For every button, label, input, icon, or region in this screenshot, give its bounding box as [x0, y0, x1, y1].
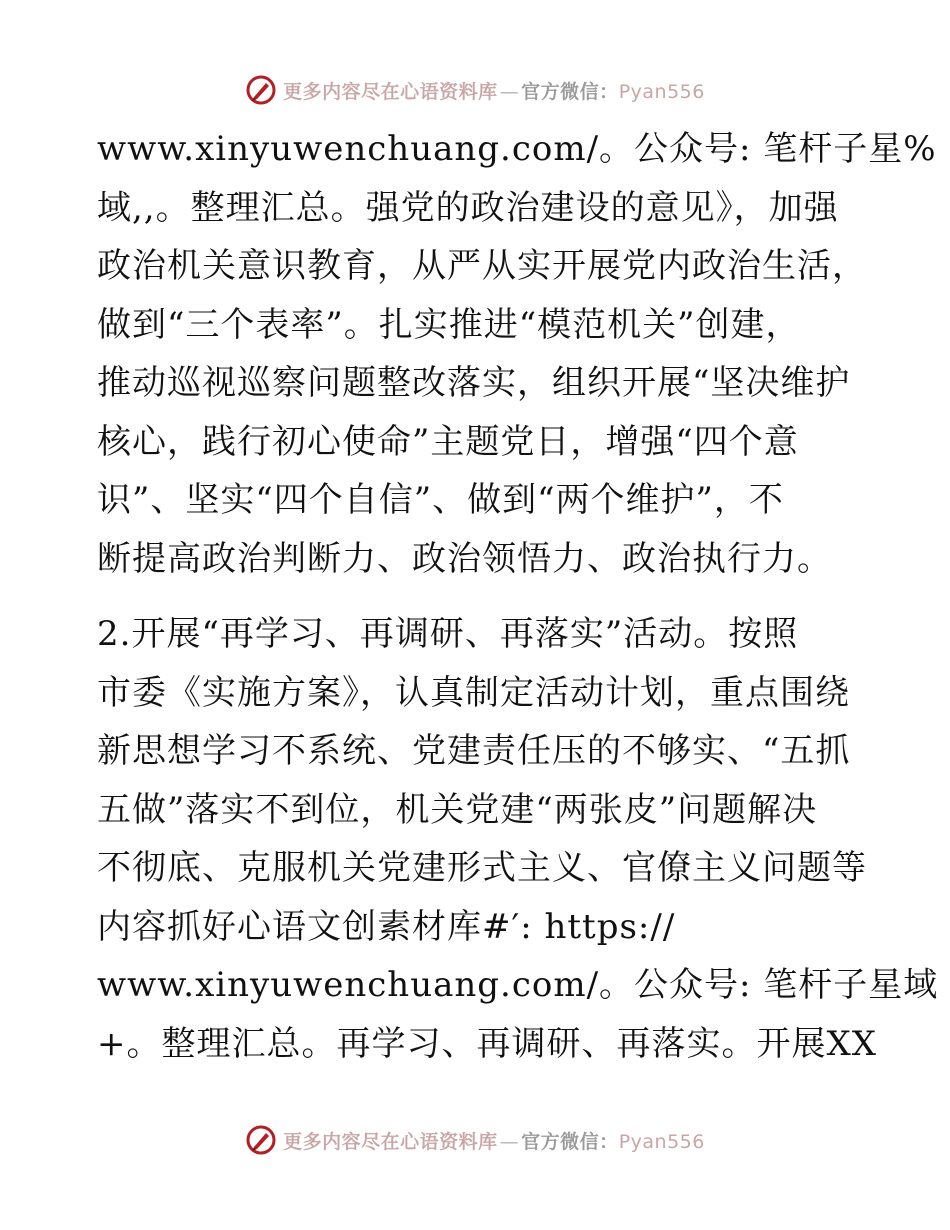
- text-line: 做到“三个表率”。扎实推进“模范机关”创建，: [97, 304, 801, 345]
- text-line: 2.开展“再学习、再调研、再落实”活动。按照: [97, 614, 799, 654]
- text-line: 新思想学习不系统、党建责任压的不够实、“五抓: [97, 731, 851, 771]
- header-banner-text: 更多内容尽在心语资料库: [283, 80, 498, 103]
- footer-banner-text: 更多内容尽在心语资料库: [283, 1130, 498, 1153]
- text-line: 市委《实施方案》，认真制定活动计划，重点围绕: [97, 672, 850, 713]
- text-line: 断提高政治判断力、政治领悟力、政治执行力。: [97, 538, 832, 579]
- text-line: 五做”落实不到位，机关党建“两张皮”问题解决: [97, 789, 818, 830]
- text-line: 核心，践行初心使命”主题党日，增强“四个意: [97, 421, 799, 462]
- document-body: [97, 120, 939, 1073]
- text-line: 识”、坚实“四个自信”、做到“两个维护”，不: [97, 480, 784, 520]
- text-line: www.xinyuwenchuang.com/。公众号: 笔杆子星域: [97, 965, 939, 1005]
- footer-wechat-id: Pyan556: [618, 1130, 705, 1153]
- paragraph-gap: [97, 588, 857, 605]
- footer-banner-dash: —: [499, 1130, 520, 1153]
- footer-banner-content: [245, 1124, 705, 1156]
- text-line: +。整理汇总。再学习、再调研、再落实。开展XX: [97, 1023, 877, 1064]
- pen-quill-logo-icon: [245, 74, 277, 106]
- header-wechat-id: Pyan556: [618, 80, 705, 103]
- header-banner: [0, 70, 950, 110]
- header-banner-content: [245, 74, 705, 106]
- paragraph-1: [97, 120, 937, 588]
- text-line: www.xinyuwenchuang.com/。公众号: 笔杆子星%: [97, 129, 937, 169]
- text-line: 推动巡视巡察问题整改落实，组织开展“坚决维护: [97, 363, 851, 403]
- text-line: 政治机关意识教育，从严从实开展党内政治生活，: [97, 246, 867, 286]
- paragraph-2: [97, 605, 939, 1073]
- text-line: 域,,。整理汇总。强党的政治建设的意见》，加强: [97, 187, 839, 228]
- header-wechat-label: 官方微信：: [521, 80, 619, 103]
- pen-quill-logo-icon: [245, 1124, 277, 1156]
- header-banner-dash: —: [499, 80, 520, 103]
- footer-wechat-label: 官方微信：: [521, 1130, 619, 1153]
- text-line: 内容抓好心语文创素材库#′: https://: [97, 906, 676, 947]
- text-line: 不彻底、克服机关党建形式主义、官僚主义问题等: [97, 848, 867, 888]
- footer-banner: [0, 1120, 950, 1160]
